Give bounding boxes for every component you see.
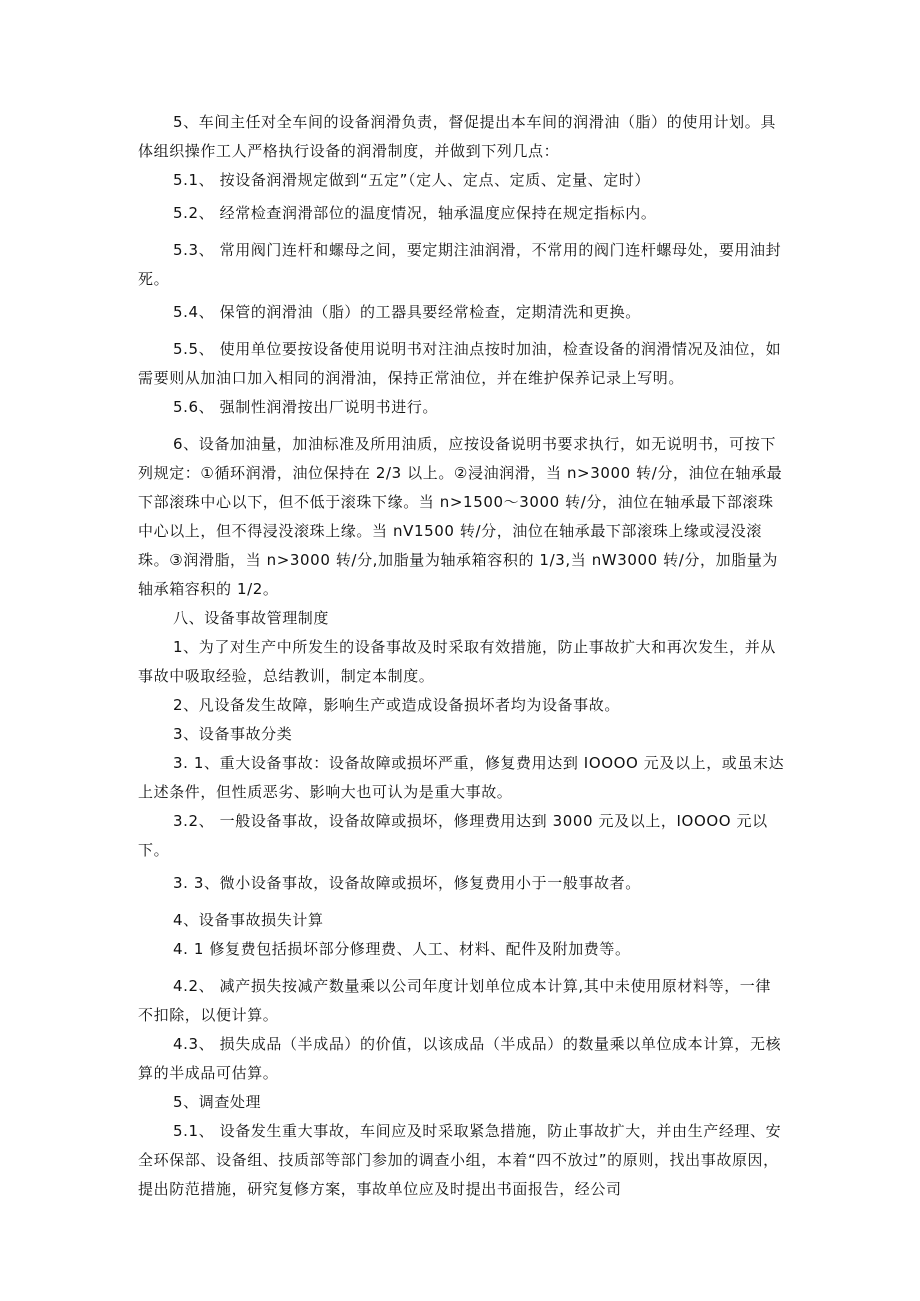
paragraph-5-1: 5.1、 按设备润滑规定做到“五定”（定人、定点、定质、定量、定时） [173, 171, 651, 189]
paragraph-5-4: 5.4、 保管的润滑油（脂）的工器具要经常检查，定期清洗和更换。 [173, 303, 641, 321]
paragraph-5-6: 5.6、 强制性润滑按出厂说明书进行。 [173, 398, 439, 416]
paragraph-5-2: 5.2、 经常检查润滑部位的温度情况，轴承温度应保持在规定指标内。 [173, 204, 657, 222]
document-body [138, 108, 786, 1204]
accident-paragraph-4: 4、设备事故损失计算 [173, 911, 324, 929]
accident-paragraph-1: 1、为了对生产中所发生的设备事故及时采取有效措施，防止事故扩大和再次发生，并从事故中吸取经验，总结教训，制定本制度。 [138, 638, 776, 685]
paragraph-6: 6、设备加油量，加油标准及所用油质，应按设备说明书要求执行，如无说明书，可按下列规定：①循环润滑，油位保持在 2/3 以上。②浸油润滑，当 n>3000 转/分，油位在轴承最下部滚珠中心以下，但不低于滚珠下缘。当 n>1500～3000 转/分，油位在轴承最下部滚珠中心以上，但不得浸没滚珠上缘。当 nV1500 转/分，油位在轴承最下部滚珠上缘或浸没滚珠。③润滑脂，当 n>3000 转/分,加脂量为轴承箱容积的 1/3,当 nW3000 转/分，加脂量为轴承箱容积的 1/2。 [138, 435, 783, 598]
accident-paragraph-4-1: 4. 1 修复费包括损坏部分修理费、人工、材料、配件及附加费等。 [173, 940, 631, 958]
paragraph-5: 5、车间主任对全车间的设备润滑负责，督促提出本车间的润滑油（脂）的使用计划。具体组织操作工人严格执行设备的润滑制度，并做到下列几点： [138, 113, 776, 160]
accident-paragraph-3-1: 3. 1、重大设备事故：设备故障或损坏严重，修复费用达到 IOOOO 元及以上，或虽末达上述条件，但性质恶劣、影响大也可认为是重大事故。 [138, 754, 785, 801]
accident-paragraph-5: 5、调查处理 [173, 1093, 262, 1111]
accident-paragraph-2: 2、凡设备发生故障，影响生产或造成设备损坏者均为设备事故。 [173, 696, 620, 714]
accident-paragraph-4-2: 4.2、 减产损失按减产数量乘以公司年度计划单位成本计算,其中未使用原材料等，一律不扣除，以便计算。 [138, 977, 771, 1024]
accident-paragraph-5-1: 5.1、 设备发生重大事故，车间应及时采取紧急措施，防止事故扩大，并由生产经理、安全环保部、设备组、技质部等部门参加的调查小组，本着“四不放过”的原则，找出事故原因，提出防范措施，研究复修方案，事故单位应及时提出书面报告，经公司 [138, 1122, 782, 1198]
section-heading-8: 八、设备事故管理制度 [173, 609, 330, 627]
accident-paragraph-3-3: 3. 3、微小设备事故，设备故障或损坏，修复费用小于一般事故者。 [173, 874, 641, 892]
paragraph-5-5: 5.5、 使用单位要按设备使用说明书对注油点按时加油，检查设备的润滑情况及油位，如需要则从加油口加入相同的润滑油，保持正常油位，并在维护保养记录上写明。 [138, 340, 782, 387]
accident-paragraph-3-2: 3.2、 一般设备事故，设备故障或损坏，修理费用达到 3000 元及以上，IOOOO 元以下。 [138, 812, 768, 859]
accident-paragraph-4-3: 4.3、 损失成品（半成品）的价值，以该成品（半成品）的数量乘以单位成本计算，无核算的半成品可估算。 [138, 1035, 782, 1082]
accident-paragraph-3: 3、设备事故分类 [173, 725, 293, 743]
paragraph-5-3: 5.3、 常用阀门连杆和螺母之间，要定期注油润滑，不常用的阀门连杆螺母处，要用油封死。 [138, 241, 782, 288]
